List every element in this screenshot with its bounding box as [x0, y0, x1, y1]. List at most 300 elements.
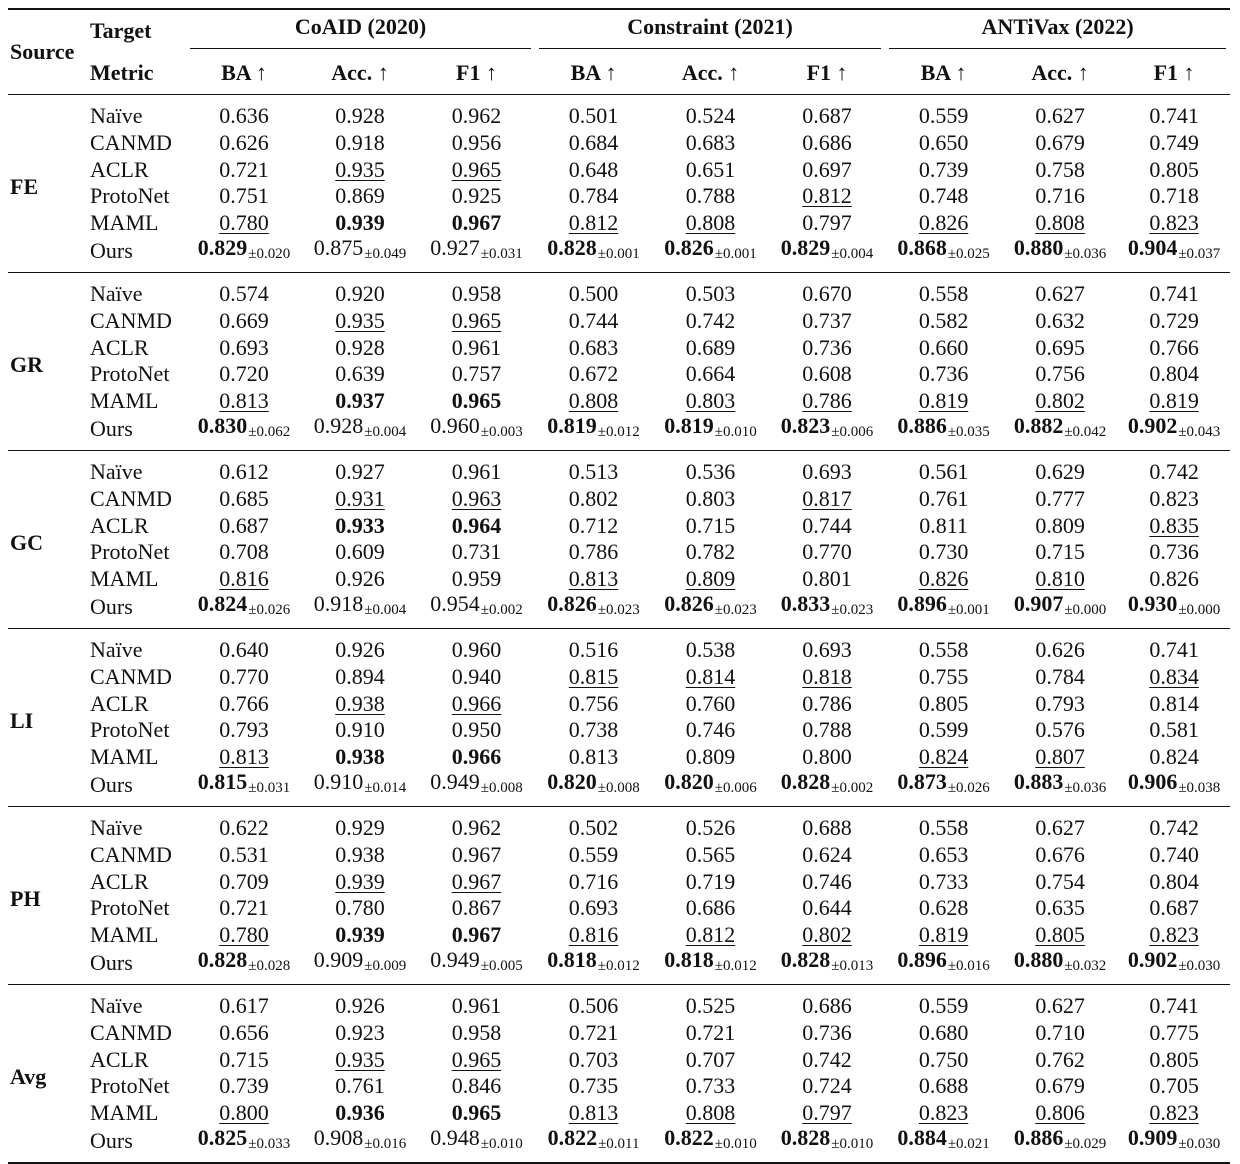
metric-cell [302, 236, 418, 273]
metric-cell [885, 744, 1002, 771]
metric-value: 0.805 [1035, 921, 1085, 947]
metric-cell [652, 183, 769, 210]
method-label: ProtoNet [90, 361, 170, 387]
metric-value: 0.967 [451, 868, 502, 894]
metric-value: 0.710 [1035, 1020, 1085, 1046]
method-label: ProtoNet [90, 717, 170, 743]
metric-cell [535, 335, 652, 362]
metric-cell [186, 1100, 302, 1127]
metric-value: 0.786 [802, 387, 852, 413]
metric-cell [1118, 744, 1230, 771]
metric-cell [186, 895, 302, 922]
metric-value: 0.629 [1035, 458, 1085, 484]
metric-value: 0.954 [430, 591, 480, 616]
metric-cell [1002, 95, 1118, 131]
metric-value: 0.826 [664, 591, 714, 616]
metric-value: 0.565 [685, 842, 736, 868]
metric-cell [885, 691, 1002, 718]
metric-cell [186, 539, 302, 566]
metric-value: 0.506 [568, 992, 619, 1018]
metric-cell [769, 95, 885, 131]
metric-value: 0.639 [335, 361, 385, 387]
metric-cell [769, 842, 885, 869]
metric-value: 0.653 [918, 842, 969, 868]
table-row [8, 539, 1230, 566]
metric-cell [652, 308, 769, 335]
metric-cell [769, 335, 885, 362]
metric-cell [769, 717, 885, 744]
table-row [8, 629, 1230, 665]
std-value: ±0.013 [831, 958, 874, 974]
metric-value: 0.808 [685, 209, 736, 235]
table-row [8, 486, 1230, 513]
metric-cell [1002, 451, 1118, 487]
dataset-header-antivax: ANTiVax (2022) [885, 9, 1230, 52]
metric-cell [769, 895, 885, 922]
metric-cell [302, 592, 418, 629]
metric-cell [1118, 95, 1230, 131]
metric-value: 0.896 [897, 591, 947, 616]
metric-cell [186, 95, 302, 131]
metric-header-cell: F1 ↑ [1153, 60, 1195, 85]
metric-cell [535, 566, 652, 593]
metric-cell [1118, 1020, 1230, 1047]
metric-header-cell: Acc. ↑ [1031, 60, 1089, 85]
metric-cell [186, 592, 302, 629]
metric-cell [535, 451, 652, 487]
metric-cell [1002, 869, 1118, 896]
metric-cell [186, 486, 302, 513]
table-row [8, 691, 1230, 718]
metric-value: 0.812 [568, 209, 619, 235]
metric-cell [302, 691, 418, 718]
metric-cell [418, 770, 535, 807]
metric-value: 0.576 [1035, 717, 1085, 743]
metric-value: 0.500 [568, 280, 619, 306]
metric-value: 0.558 [918, 636, 969, 662]
metric-value: 0.721 [568, 1020, 619, 1046]
metric-cell [302, 95, 418, 131]
metric-cell [186, 691, 302, 718]
metric-cell [652, 1047, 769, 1074]
metric-value: 0.582 [918, 308, 969, 334]
metric-cell [1118, 691, 1230, 718]
metric-value: 0.736 [802, 1020, 852, 1046]
metric-cell [418, 273, 535, 309]
metric-cell [652, 451, 769, 487]
metric-value: 0.688 [802, 814, 852, 840]
metric-value: 0.760 [685, 690, 736, 716]
metric-value: 0.626 [219, 130, 269, 156]
metric-value: 0.574 [219, 280, 269, 306]
metric-cell [652, 1073, 769, 1100]
metric-value: 0.896 [897, 947, 947, 972]
metric-value: 0.744 [568, 308, 619, 334]
metric-value: 0.964 [451, 512, 502, 538]
metric-value: 0.935 [335, 1046, 385, 1072]
metric-value: 0.626 [1035, 636, 1085, 662]
metric-value: 0.938 [335, 690, 385, 716]
metric-value: 0.846 [451, 1073, 502, 1099]
metric-cell [885, 130, 1002, 157]
metric-value: 0.802 [568, 486, 619, 512]
metric-value: 0.835 [1149, 512, 1199, 538]
metric-value: 0.819 [918, 921, 969, 947]
metric-value: 0.935 [335, 156, 385, 182]
metric-cell [535, 486, 652, 513]
metric-value: 0.909 [1127, 1125, 1178, 1150]
metric-cell [418, 183, 535, 210]
metric-cell [769, 273, 885, 309]
metric-cell [1118, 388, 1230, 415]
metric-value: 0.829 [197, 235, 248, 260]
metric-value: 0.930 [1127, 591, 1178, 616]
metric-value: 0.766 [1149, 334, 1199, 360]
metric-value: 0.742 [802, 1046, 852, 1072]
metric-cell [1118, 869, 1230, 896]
metric-cell [535, 691, 652, 718]
metric-value: 0.806 [1035, 1099, 1085, 1125]
metric-value: 0.756 [1035, 361, 1085, 387]
metric-value: 0.750 [918, 1046, 969, 1072]
metric-value: 0.721 [219, 895, 269, 921]
metric-cell [535, 539, 652, 566]
metric-value: 0.558 [918, 280, 969, 306]
method-label: CANMD [90, 308, 172, 334]
metric-cell [418, 335, 535, 362]
metric-value: 0.927 [335, 458, 385, 484]
metric-value: 0.797 [802, 1099, 852, 1125]
metric-value: 0.928 [313, 413, 364, 438]
metric-value: 0.815 [197, 769, 248, 794]
metric-cell [652, 985, 769, 1021]
metric-cell [302, 157, 418, 184]
metric-value: 0.660 [918, 334, 969, 360]
metric-value: 0.961 [451, 334, 502, 360]
table-row [8, 210, 1230, 237]
metric-cell [1002, 210, 1118, 237]
method-label: MAML [90, 921, 159, 947]
metric-value: 0.949 [430, 769, 480, 794]
metric-value: 0.686 [802, 992, 852, 1018]
metric-cell [769, 539, 885, 566]
metric-cell [418, 842, 535, 869]
metric-value: 0.813 [568, 565, 619, 591]
metric-value: 0.721 [685, 1020, 736, 1046]
metric-cell [769, 948, 885, 985]
metric-value: 0.825 [197, 1125, 248, 1150]
std-value: ±0.003 [480, 424, 523, 440]
method-label: CANMD [90, 486, 172, 512]
metric-value: 0.784 [568, 183, 619, 209]
metric-cell [769, 1020, 885, 1047]
metric-value: 0.688 [918, 1073, 969, 1099]
table-row [8, 236, 1230, 273]
std-value: ±0.026 [947, 780, 990, 796]
metric-cell [535, 1020, 652, 1047]
metric-cell [1002, 1126, 1118, 1163]
metric-value: 0.788 [685, 183, 736, 209]
metric-cell [885, 95, 1002, 131]
metric-cell [885, 335, 1002, 362]
metric-cell [1118, 210, 1230, 237]
metric-value: 0.683 [568, 334, 619, 360]
metric-value: 0.736 [918, 361, 969, 387]
metric-value: 0.802 [1035, 387, 1085, 413]
table-row [8, 335, 1230, 362]
table-row [8, 183, 1230, 210]
std-value: ±0.033 [248, 1136, 291, 1152]
metric-cell [885, 1047, 1002, 1074]
method-label: Ours [90, 950, 133, 975]
metric-value: 0.525 [685, 992, 736, 1018]
metric-value: 0.635 [1035, 895, 1085, 921]
metric-cell [1118, 807, 1230, 843]
std-value: ±0.021 [947, 1136, 990, 1152]
metric-value: 0.608 [802, 361, 852, 387]
metric-value: 0.939 [335, 209, 385, 235]
std-value: ±0.008 [597, 780, 640, 796]
metric-cell [769, 664, 885, 691]
table-row [8, 130, 1230, 157]
metric-value: 0.819 [664, 413, 714, 438]
metric-value: 0.960 [430, 413, 480, 438]
metric-cell [652, 717, 769, 744]
metric-value: 0.679 [1035, 1073, 1085, 1099]
metric-cell [418, 1126, 535, 1163]
metric-value: 0.809 [1035, 512, 1085, 538]
metric-cell [186, 308, 302, 335]
metric-value: 0.948 [430, 1125, 480, 1150]
metric-cell [652, 842, 769, 869]
metric-value: 0.770 [219, 664, 269, 690]
metric-cell [418, 236, 535, 273]
metric-cell [418, 629, 535, 665]
method-label: CANMD [90, 130, 172, 156]
metric-value: 0.513 [568, 458, 619, 484]
metric-cell [769, 985, 885, 1021]
metric-cell [885, 664, 1002, 691]
metric-cell [1002, 414, 1118, 451]
metric-cell [535, 236, 652, 273]
metric-value: 0.797 [802, 209, 852, 235]
metric-cell [769, 691, 885, 718]
metric-cell [535, 210, 652, 237]
table-row [8, 1073, 1230, 1100]
metric-cell [302, 1100, 418, 1127]
metric-value: 0.536 [685, 458, 736, 484]
metric-cell [1002, 308, 1118, 335]
metric-cell [1002, 236, 1118, 273]
metric-cell [885, 592, 1002, 629]
metric-cell [885, 566, 1002, 593]
std-value: ±0.010 [714, 424, 757, 440]
metric-cell [1118, 539, 1230, 566]
metric-cell [885, 985, 1002, 1021]
metric-cell [769, 1047, 885, 1074]
method-label: Ours [90, 1128, 133, 1153]
metric-value: 0.965 [451, 387, 502, 413]
method-label: ACLR [90, 512, 149, 538]
metric-value: 0.687 [1149, 895, 1199, 921]
metric-cell [302, 1020, 418, 1047]
metric-value: 0.958 [451, 280, 502, 306]
std-value: ±0.036 [1064, 246, 1107, 262]
table-row [8, 1047, 1230, 1074]
metric-value: 0.708 [219, 539, 269, 565]
metric-value: 0.925 [451, 183, 502, 209]
metric-cell [418, 807, 535, 843]
metric-cell [535, 95, 652, 131]
metric-cell [186, 948, 302, 985]
std-value: ±0.038 [1178, 780, 1221, 796]
source-header: Source [10, 39, 75, 64]
metric-cell [1002, 273, 1118, 309]
method-label: ACLR [90, 334, 149, 360]
table-row [8, 592, 1230, 629]
metric-value: 0.931 [335, 486, 385, 512]
source-label: PH [10, 885, 41, 911]
metric-cell [1118, 1073, 1230, 1100]
std-value: ±0.025 [947, 246, 990, 262]
metric-value: 0.828 [780, 1125, 831, 1150]
metric-cell [1002, 513, 1118, 540]
std-value: ±0.030 [1178, 1136, 1221, 1152]
table-row [8, 869, 1230, 896]
std-value: ±0.020 [248, 246, 291, 262]
metric-value: 0.664 [685, 361, 736, 387]
metric-value: 0.959 [451, 565, 502, 591]
metric-cell [302, 210, 418, 237]
metric-cell [1002, 1047, 1118, 1074]
metric-value: 0.683 [685, 130, 736, 156]
metric-value: 0.828 [780, 769, 831, 794]
metric-value: 0.624 [802, 842, 852, 868]
metric-cell [652, 273, 769, 309]
metric-cell [1118, 236, 1230, 273]
metric-cell [302, 895, 418, 922]
metric-value: 0.777 [1035, 486, 1085, 512]
std-value: ±0.029 [1064, 1136, 1107, 1152]
metric-value: 0.965 [451, 1046, 502, 1072]
metric-cell [186, 842, 302, 869]
metric-cell [302, 744, 418, 771]
metric-value: 0.812 [685, 921, 736, 947]
metric-cell [652, 744, 769, 771]
metric-value: 0.823 [780, 413, 831, 438]
method-label: MAML [90, 387, 159, 413]
metric-cell [418, 130, 535, 157]
source-label: FE [10, 173, 39, 199]
metric-value: 0.813 [568, 743, 619, 769]
metric-cell [535, 1100, 652, 1127]
metric-header-cell: BA ↑ [221, 60, 267, 85]
metric-value: 0.793 [219, 717, 269, 743]
metric-value: 0.940 [451, 664, 502, 690]
metric-cell [418, 451, 535, 487]
metric-cell [1002, 486, 1118, 513]
metric-value: 0.721 [219, 156, 269, 182]
std-value: ±0.012 [714, 958, 757, 974]
metric-value: 0.867 [451, 895, 502, 921]
metric-cell [1118, 985, 1230, 1021]
metric-cell [885, 770, 1002, 807]
metric-value: 0.503 [685, 280, 736, 306]
metric-cell [1002, 717, 1118, 744]
metric-cell [652, 869, 769, 896]
metric-value: 0.627 [1035, 102, 1085, 128]
metric-cell [535, 183, 652, 210]
metric-value: 0.962 [451, 814, 502, 840]
metric-cell [652, 335, 769, 362]
std-value: ±0.011 [598, 1136, 640, 1152]
metric-header-cell: F1 ↑ [806, 60, 848, 85]
metric-value: 0.687 [802, 102, 852, 128]
metric-value: 0.705 [1149, 1073, 1199, 1099]
metric-value: 0.757 [451, 361, 502, 387]
metric-cell [418, 566, 535, 593]
metric-cell [186, 629, 302, 665]
metric-value: 0.814 [685, 664, 736, 690]
results-table [8, 8, 1230, 1164]
metric-value: 0.939 [335, 868, 385, 894]
metric-cell [1002, 157, 1118, 184]
metric-value: 0.883 [1013, 769, 1064, 794]
metric-value: 0.770 [802, 539, 852, 565]
metric-value: 0.956 [451, 130, 502, 156]
metric-value: 0.715 [1035, 539, 1085, 565]
metric-cell [186, 566, 302, 593]
std-value: ±0.001 [714, 246, 757, 262]
metric-value: 0.559 [918, 102, 969, 128]
table-row [8, 566, 1230, 593]
std-value: ±0.031 [248, 780, 291, 796]
method-label: ACLR [90, 868, 149, 894]
metric-cell [186, 183, 302, 210]
metric-value: 0.739 [219, 1073, 269, 1099]
metric-value: 0.669 [219, 308, 269, 334]
metric-value: 0.800 [219, 1099, 269, 1125]
table-row [8, 273, 1230, 309]
metric-cell [302, 922, 418, 949]
metric-value: 0.735 [568, 1073, 619, 1099]
metric-value: 0.559 [918, 992, 969, 1018]
metric-cell [1118, 513, 1230, 540]
metric-value: 0.501 [568, 102, 619, 128]
metric-cell [1002, 985, 1118, 1021]
metric-cell [652, 1126, 769, 1163]
metric-cell [418, 1047, 535, 1074]
metric-value: 0.786 [568, 539, 619, 565]
metric-value: 0.693 [802, 636, 852, 662]
metric-value: 0.826 [547, 591, 597, 616]
metric-cell [535, 717, 652, 744]
metric-value: 0.819 [1149, 387, 1199, 413]
metric-cell [302, 388, 418, 415]
metric-value: 0.741 [1149, 102, 1199, 128]
metric-cell [186, 513, 302, 540]
metric-value: 0.782 [685, 539, 736, 565]
metric-value: 0.910 [313, 769, 364, 794]
metric-header-cell: BA ↑ [920, 60, 967, 85]
metric-value: 0.709 [219, 868, 269, 894]
metric-cell [1118, 451, 1230, 487]
metric-cell [652, 948, 769, 985]
metric-value: 0.902 [1127, 413, 1178, 438]
metric-value: 0.967 [451, 842, 502, 868]
method-label: CANMD [90, 1020, 172, 1046]
metric-value: 0.882 [1013, 413, 1064, 438]
